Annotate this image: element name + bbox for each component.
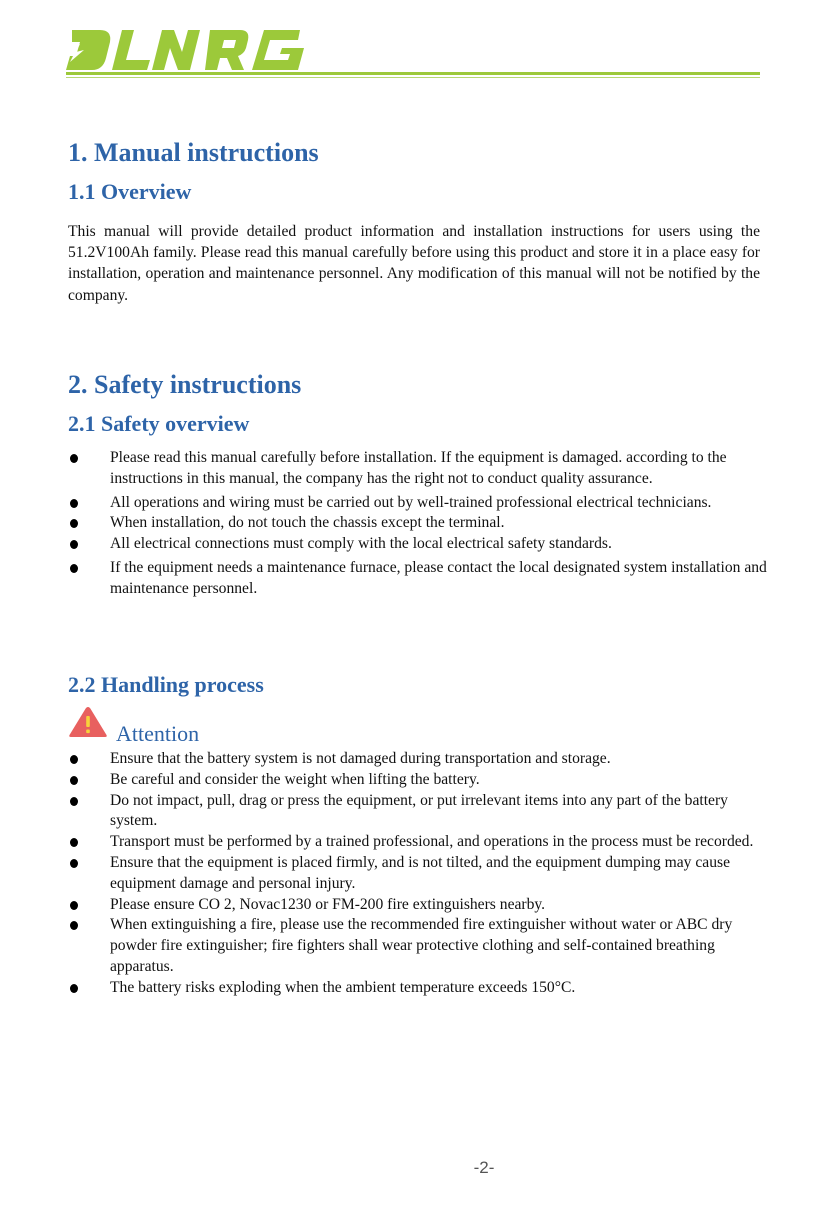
list-item: Please read this manual carefully before installation. If the equipment is damaged. according to the instructions in this manual, the company has the right not to conduct quality assurance. (68, 448, 768, 490)
section-2-2-title: 2.2 Handling process (68, 672, 264, 697)
list-item: Please ensure CO 2, Novac1230 or FM-200 fire extinguishers nearby. (68, 895, 768, 916)
bullet-icon (70, 921, 78, 930)
safety-overview-list (68, 448, 768, 600)
bullet-icon (70, 755, 78, 764)
list-item: All electrical connections must comply with the local electrical safety standards. (68, 534, 768, 555)
section-2-title: 2. Safety instructions (68, 370, 302, 399)
list-item: If the equipment needs a maintenance furnace, please contact the local designated system installation and maintenance personnel. (68, 558, 768, 600)
section-1-1-title: 1.1 Overview (68, 179, 192, 204)
bullet-icon (70, 859, 78, 868)
list-item: Ensure that the equipment is placed firmly, and is not tilted, and the equipment dumping may cause equipment damage and personal injury. (68, 853, 768, 895)
list-item: Be careful and consider the weight when lifting the battery. (68, 770, 768, 791)
bullet-icon (70, 797, 78, 806)
bullet-icon (70, 564, 78, 573)
bullet-icon (70, 454, 78, 463)
list-item: The battery risks exploding when the ambient temperature exceeds 150°C. (68, 978, 768, 999)
list-item: Transport must be performed by a trained professional, and operations in the process must be recorded. (68, 832, 768, 853)
bullet-icon (70, 838, 78, 847)
list-item: When extinguishing a fire, please use the recommended fire extinguisher without water or ABC dry powder fire extinguisher; fire fighters shall wear protective clothing and self-contained breathing apparatus. (68, 915, 768, 977)
header-rule (66, 72, 760, 75)
bullet-icon (70, 776, 78, 785)
bullet-icon (70, 519, 78, 528)
attention-label: Attention (116, 721, 200, 746)
page-number: -2- (473, 1158, 495, 1177)
bullet-icon (70, 499, 78, 508)
warning-triangle-icon (68, 706, 108, 738)
header-rule-thin (66, 77, 760, 78)
bullet-icon (70, 901, 78, 910)
bullet-icon (70, 984, 78, 993)
bullet-icon (70, 540, 78, 549)
list-item: When installation, do not touch the chassis except the terminal. (68, 513, 768, 534)
section-1-title: 1. Manual instructions (68, 138, 319, 167)
overview-paragraph: This manual will provide detailed product information and installation instructions for users using the 51.2V100Ah family. Please read this manual carefully before using this product and store it in a place easy for installation, operation and maintenance personnel. Any modification of this manual will not be notified by the company. (68, 223, 760, 304)
section-2-1-title: 2.1 Safety overview (68, 411, 250, 436)
list-item: All operations and wiring must be carried out by well-trained professional electrical technicians. (68, 493, 768, 514)
list-item: Do not impact, pull, drag or press the equipment, or put irrelevant items into any part of the battery system. (68, 791, 768, 833)
list-item: Ensure that the battery system is not damaged during transportation and storage. (68, 749, 768, 770)
dlnrg-logo (66, 28, 306, 72)
handling-process-list (68, 749, 768, 999)
